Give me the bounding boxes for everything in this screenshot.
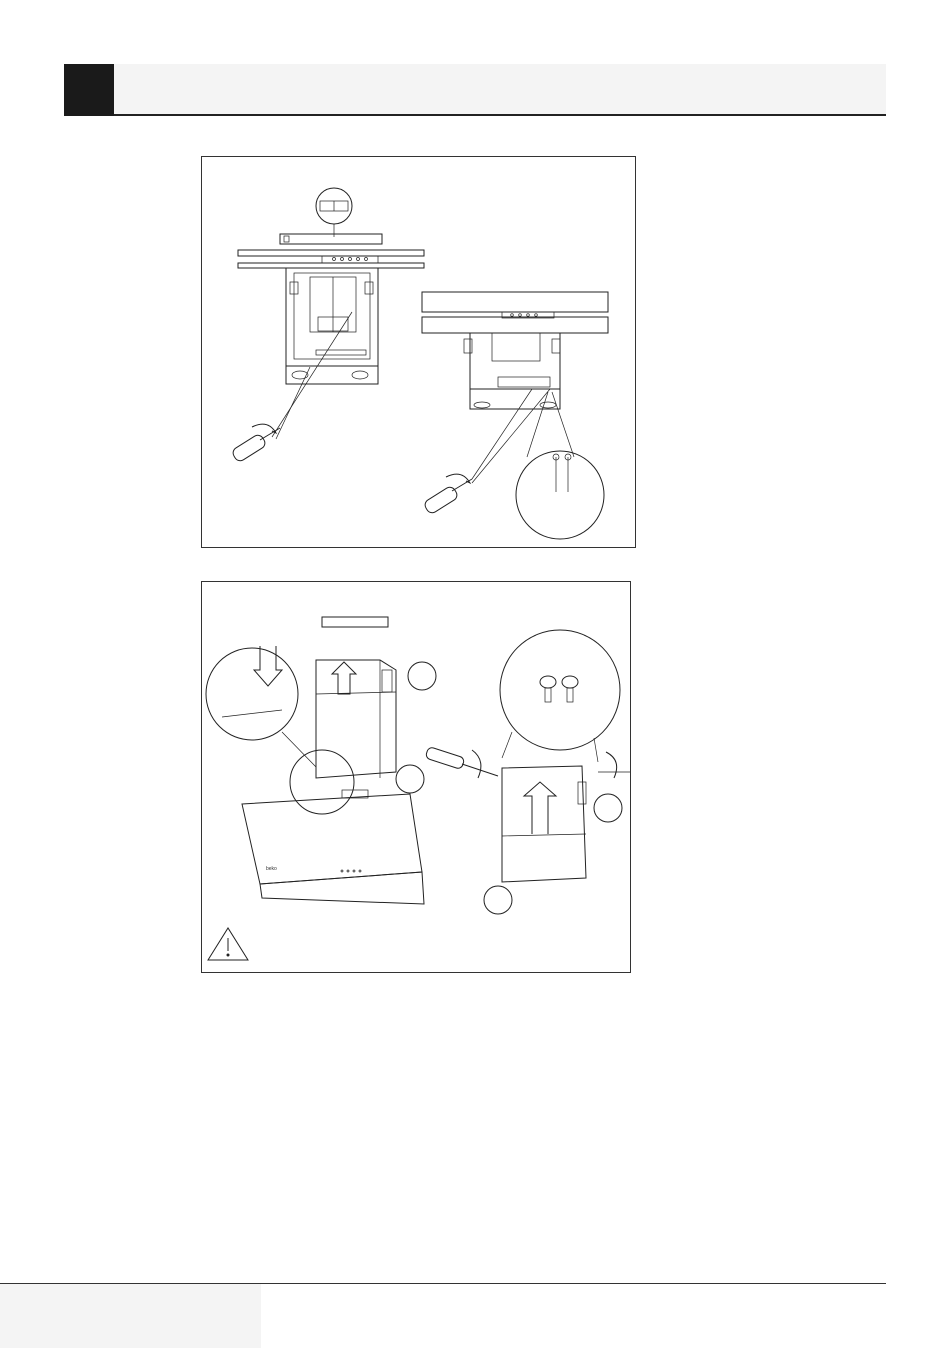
screwdriver-icon: [423, 474, 472, 515]
brand-logo: beko: [266, 866, 277, 872]
hood-body-screw-diagram: [202, 157, 635, 547]
screwdriver-icon: [425, 746, 498, 778]
section-number-badge: [64, 64, 114, 116]
installation-figure-1: [201, 156, 636, 548]
screwdriver-icon: [231, 424, 280, 463]
footer-panel: [0, 1284, 261, 1348]
warning-icon: [208, 928, 248, 960]
section-header-bar: [64, 64, 886, 116]
chimney-assembly-diagram: [202, 582, 630, 972]
installation-figure-2: [201, 581, 631, 973]
screw-detail-circle: [516, 451, 604, 539]
